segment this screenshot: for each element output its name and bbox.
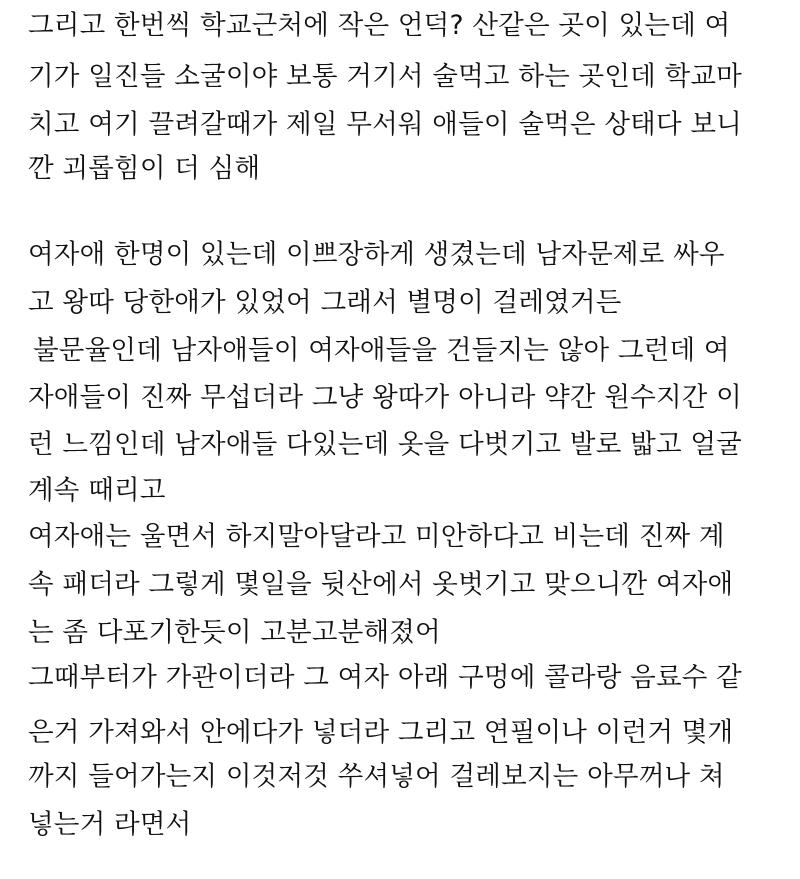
text-line: 기가 일진들 소굴이야 보통 거기서 술먹고 하는 곳인데 학교마 — [28, 61, 742, 92]
text-line: 자애들이 진짜 무섭더라 그냥 왕따가 아니라 약간 원수지간 이 — [28, 382, 742, 413]
text-line: 넣는거 라면서 — [28, 809, 192, 840]
text-line: 여자애 한명이 있는데 이쁘장하게 생겼는데 남자문제로 싸우 — [28, 239, 725, 270]
text-line: 여자애는 울면서 하지말아달라고 미안하다고 비는데 진짜 계 — [28, 521, 725, 552]
text-line: 런 느낌인데 남자애들 다있는데 옷을 다벗기고 발로 밟고 얼굴 — [28, 429, 742, 460]
text-line: 깐 괴롭힘이 더 심해 — [28, 153, 261, 184]
text-line: 치고 여기 끌려갈때가 제일 무서워 애들이 술먹은 상태다 보니 — [28, 109, 742, 140]
text-line: 은거 가져와서 안에다가 넣더라 그리고 연필이나 이런거 몇개 — [28, 717, 734, 748]
text-line: 그때부터가 가관이더라 그 여자 아래 구멍에 콜라랑 음료수 같 — [28, 662, 742, 693]
text-line: 불문율인데 남자애들이 여자애들을 건들지는 않아 그런데 여 — [33, 335, 730, 366]
text-line: 속 패더라 그렇게 몇일을 뒷산에서 옷벗기고 맞으니깐 여자애 — [28, 569, 734, 600]
text-line: 고 왕따 당한애가 있었어 그래서 별명이 걸레였거든 — [28, 287, 622, 318]
text-line: 계속 때리고 — [28, 475, 166, 506]
text-line: 그리고 한번씩 학교근처에 작은 언덕? 산같은 곳이 있는데 여 — [28, 10, 731, 41]
text-line: 는 좀 다포기한듯이 고분고분해졌어 — [28, 617, 441, 648]
text-line: 까지 들어가는지 이것저것 쑤셔넣어 걸레보지는 아무꺼나 쳐 — [28, 761, 725, 792]
